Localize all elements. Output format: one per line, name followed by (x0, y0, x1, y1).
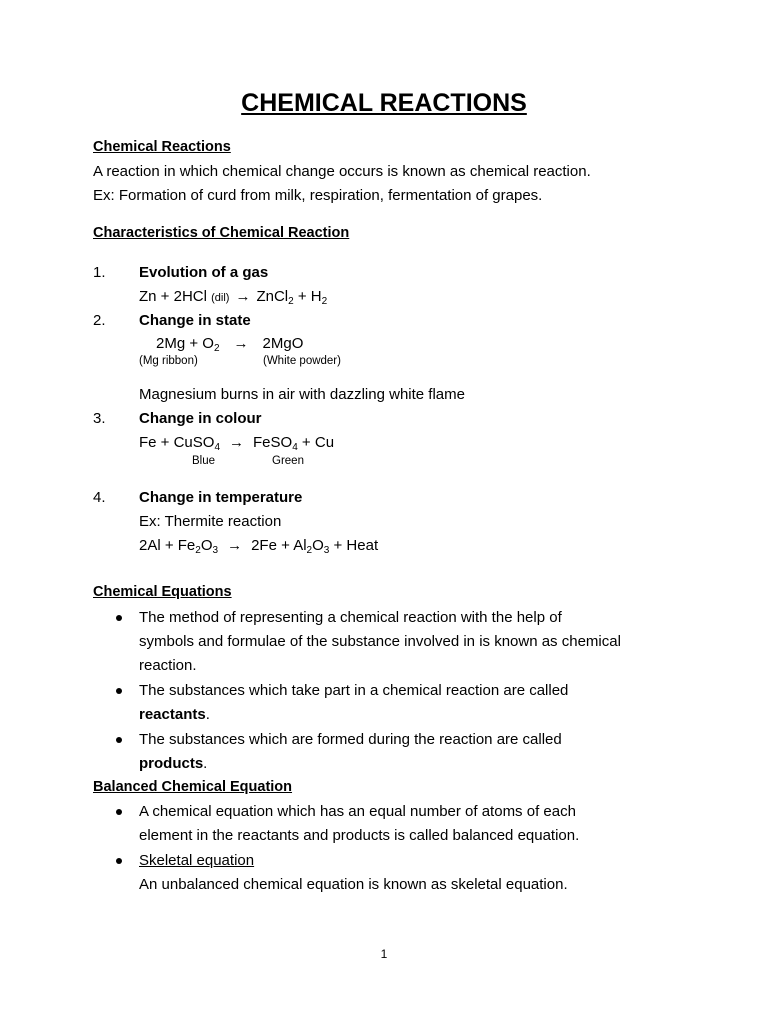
bullet-icon (116, 737, 122, 743)
label-blue: Blue (192, 455, 216, 467)
page-number: 1 (380, 947, 388, 961)
label-green: Green (272, 455, 304, 467)
bullet-text: reaction. (139, 657, 197, 674)
example-line: Ex: Thermite reaction (139, 513, 282, 530)
item-title: Change in state (139, 312, 251, 329)
example-line: Ex: Formation of curd from milk, respiration, fermentation of grapes. (93, 187, 543, 204)
term-reactants: reactants (139, 706, 206, 723)
label-mg-ribbon: (Mg ribbon) (139, 355, 198, 367)
equation-lhs: 2Al + Fe (139, 537, 196, 554)
equation-rhs: 2MgO (262, 335, 304, 352)
equation-condition: (dil) (211, 292, 230, 304)
equation-rhs: ZnCl (256, 288, 289, 305)
arrow-icon: → (235, 288, 251, 305)
equation-gas (139, 288, 327, 305)
equation-lhs: Zn + 2HCl (139, 288, 212, 305)
bullet-text-reactants (139, 706, 210, 723)
arrow-icon: → (229, 434, 245, 451)
item-title: Change in colour (139, 410, 262, 427)
term-products: products (139, 755, 204, 772)
bullet-icon (116, 809, 122, 815)
subscript: 4 (214, 442, 221, 453)
bullet-icon (116, 858, 122, 864)
equation-thermite (139, 537, 378, 554)
bullet-text: symbols and formulae of the substance involved in is known as chemical (139, 633, 621, 650)
section-heading-characteristics: Characteristics of Chemical Reaction (93, 225, 350, 241)
subscript: 2 (306, 545, 313, 556)
bullet-text: The substances which take part in a chemical reaction are called (139, 682, 569, 699)
page-title: CHEMICAL REACTIONS (241, 89, 527, 117)
bullet-icon (116, 615, 122, 621)
subscript: 2 (321, 296, 328, 307)
equation-rhs: O (312, 537, 324, 554)
item-title: Change in temperature (139, 489, 303, 506)
equation-lhs: Fe + CuSO (139, 434, 215, 451)
section-heading-balanced-equation: Balanced Chemical Equation (93, 779, 293, 795)
bullet-text-products (139, 755, 207, 772)
subscript: 3 (212, 545, 219, 556)
equation-rhs: + Heat (329, 537, 379, 554)
skeletal-equation-heading: Skeletal equation (139, 852, 255, 869)
section-heading-chemical-reactions: Chemical Reactions (93, 139, 231, 155)
equation-lhs: O (200, 537, 213, 554)
equation-state (156, 335, 303, 352)
item-title: Evolution of a gas (139, 264, 269, 281)
subscript: 3 (323, 545, 330, 556)
equation-rhs: FeSO (253, 434, 293, 451)
equation-rhs: 2Fe + Al (251, 537, 307, 554)
list-number: 1. (93, 264, 106, 281)
section-heading-chemical-equations: Chemical Equations (93, 584, 232, 600)
subscript: 2 (195, 545, 201, 556)
list-number: 4. (93, 489, 106, 506)
bullet-text: element in the reactants and products is called balanced equation. (139, 827, 580, 844)
punctuation: . (205, 706, 210, 723)
equation-colour (139, 434, 334, 451)
bullet-text: A chemical equation which has an equal number of atoms of each (139, 803, 576, 820)
punctuation: . (203, 755, 208, 772)
bullet-text: The substances which are formed during the reaction are called (139, 731, 562, 748)
subscript: 2 (213, 343, 220, 354)
subscript: 4 (292, 442, 298, 453)
equation-rhs: + H (293, 288, 322, 305)
arrow-icon: → (233, 335, 249, 352)
arrow-icon: → (227, 537, 243, 554)
bullet-text: The method of representing a chemical reaction with the help of (139, 609, 562, 626)
subscript: 2 (288, 296, 294, 307)
equation-rhs: + Cu (297, 434, 335, 451)
bullet-text: An unbalanced chemical equation is known as skeletal equation. (139, 876, 568, 893)
label-white-powder: (White powder) (263, 355, 341, 367)
list-number: 3. (93, 410, 106, 427)
bullet-icon (116, 688, 122, 694)
equation-lhs: 2Mg + O (156, 335, 214, 352)
definition-line: A reaction in which chemical change occurs is known as chemical reaction. (93, 163, 591, 180)
list-number: 2. (93, 312, 106, 329)
note-line: Magnesium burns in air with dazzling white flame (139, 386, 465, 403)
